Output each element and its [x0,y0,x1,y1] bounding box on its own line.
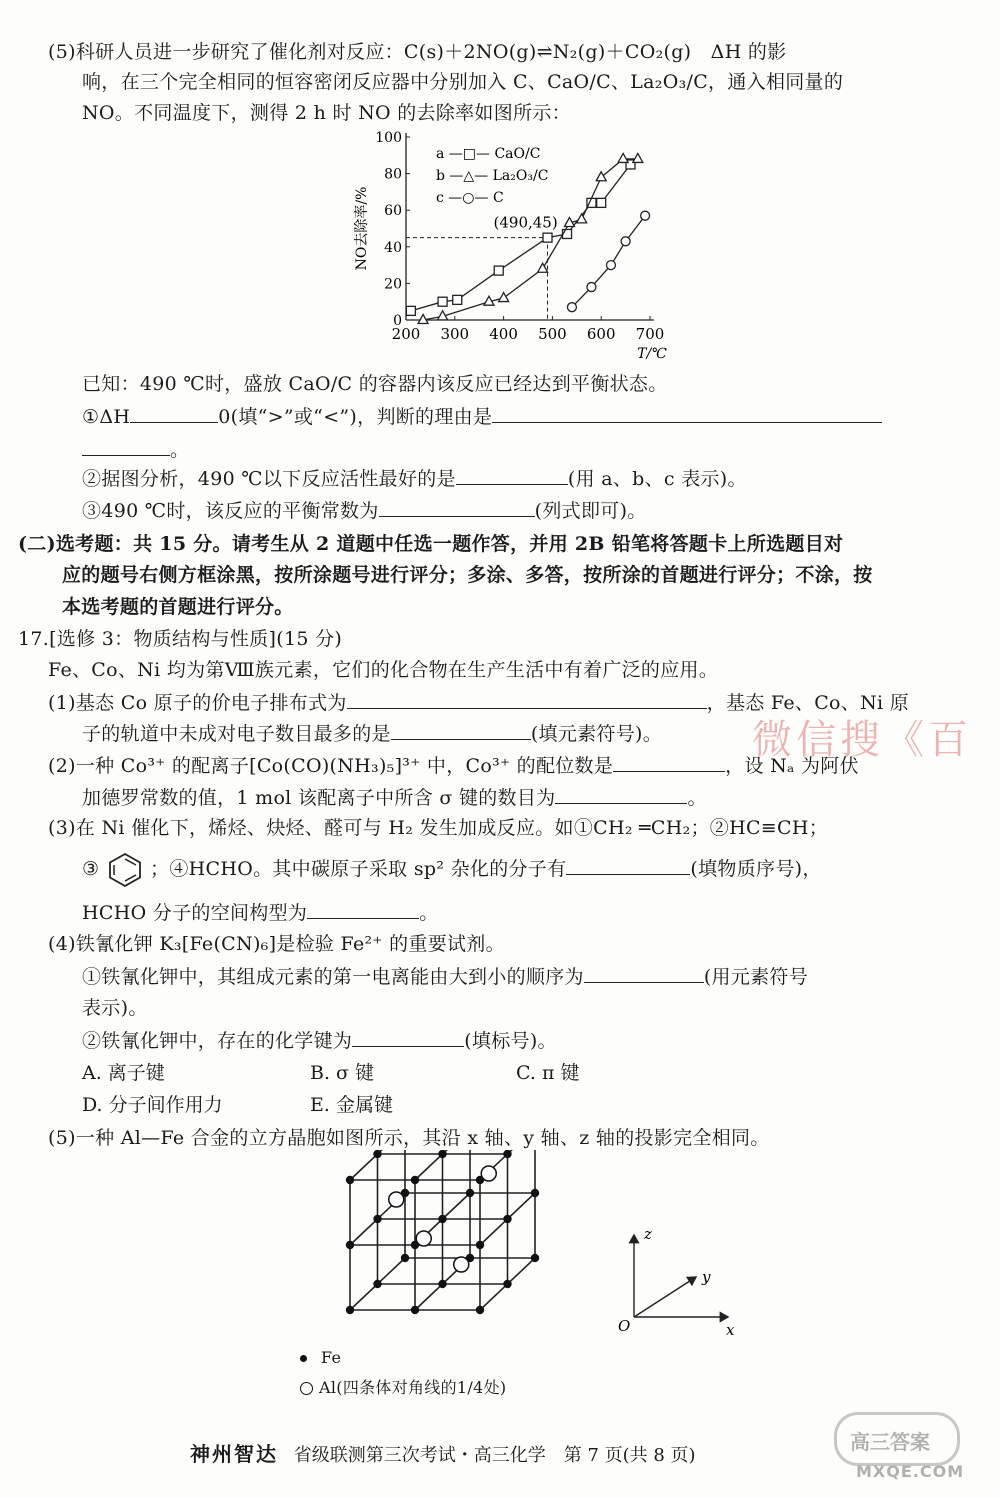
option-d: D. 分子间作用力 [82,1094,223,1116]
fe-atom [438,1280,446,1288]
fe-atom [373,1215,381,1223]
q17-p4-text2: (用元素符号 [703,966,809,988]
q17-p3-line3 [82,900,439,925]
q17-p4-text: ①铁氰化钾中，其组成元素的第一电离能由大到小的顺序为 [82,966,584,988]
legend-entry-b: b —△— La₂O₃/C [436,168,549,184]
fe-atom [411,1306,419,1314]
stamp-text: 高三答案 [850,1430,930,1454]
answer-blank-coord[interactable] [613,753,725,772]
y-tick-label: 40 [384,239,402,256]
q5-sub1 [82,404,882,429]
footer-text: 省级联测第三次考试・高三化学 第 7 页(共 8 页) [293,1445,696,1466]
fe-atom [411,1176,419,1184]
fe-atom [438,1150,446,1158]
q17-p2-text2: ，设 Nₐ 为阿伏 [725,755,859,777]
y-axis-label: NO去除率/% [354,186,370,271]
point-b [538,263,548,272]
fe-dot-icon [300,1355,307,1362]
point-c [606,261,615,270]
q5-line1: (5)科研人员进一步研究了催化剂对反应：C(s)＋2NO(g)⇌N₂(g)＋CO₂(g) ΔH 的影 [48,41,787,63]
x-tick-label: 500 [538,325,567,343]
q5-sub3-text: ③490 ℃时，该反应的平衡常数为 [82,500,379,522]
stamp-site: MXQE.COM [856,1462,965,1481]
q17-p4-text3: ②铁氰化钾中，存在的化学键为 [82,1030,353,1052]
fe-atom [346,1176,354,1184]
fe-atom [346,1241,354,1249]
y-tick-label: 60 [384,203,402,220]
footer-brand: 神州智达 [190,1442,278,1466]
q17-p5: (5)一种 Al—Fe 合金的立方晶胞如图所示，其沿 x 轴、y 轴、z 轴的投影完全相同。 [48,1127,770,1149]
al-atom [416,1231,431,1246]
answer-blank-sp2[interactable] [566,856,690,875]
answer-blank-co-config[interactable] [347,690,707,709]
x-tick-label: 400 [489,325,518,343]
answer-blank-k[interactable] [379,498,535,517]
point-b [633,153,643,162]
xyz-axes-diagram [610,1225,750,1340]
q5-sub3-note: (列式即可)。 [534,500,647,522]
section2-line3: 本选考题的首题进行评分。 [62,596,294,618]
x-tick-label: 200 [391,325,421,343]
q17-p3-text: ；④HCHO。其中碳原子采取 sp² 杂化的分子有 [150,858,567,880]
q17-intro: Fe、Co、Ni 均为第Ⅷ族元素，它们的化合物在生产生活中有着广泛的应用。 [48,659,719,681]
option-a: A. 离子键 [82,1062,165,1084]
fe-atom [503,1215,511,1223]
q5-sub2-text: ②据图分析，490 ℃以下反应活性最好的是 [82,468,456,490]
fe-atom [373,1280,381,1288]
point-a [597,198,606,207]
legend-al [300,1376,506,1400]
q17-p4-line2 [82,964,808,989]
fe-atom [438,1215,446,1223]
footer [190,1438,696,1467]
y-tick-label: 100 [375,130,402,146]
q17-title: 17.[选修 3：物质结构与性质](15 分) [18,628,343,650]
q5-sub1-prefix: ①ΔH [82,406,131,428]
q17-p1-line2 [82,721,662,746]
q17-p3-num3: ③ [82,858,100,880]
q5-sub1-text: 0(填“>”或“<”)，判断的理由是 [218,406,493,428]
fe-atom [373,1150,381,1158]
annotation-label: (490,45) [493,213,558,232]
answer-stamp-logo [820,1412,970,1482]
answer-blank-shape[interactable] [307,900,419,919]
q17-p4-line4 [82,1028,557,1053]
q17-p3-line1: (3)在 Ni 催化下，烯烃、炔烃、醛可与 H₂ 发生加成反应。如①CH₂ ═CH₂；②HC≡CH； [48,817,829,839]
q17-p3-text4: 。 [419,902,439,924]
q17-p1-text3: 子的轨道中未成对电子数目最多的是 [82,723,391,745]
q17-p4-text4: (填标号)。 [464,1030,557,1052]
fe-atom [531,1189,539,1197]
q5-sub1-end: 。 [170,439,190,461]
section2-line1: (二)选考题：共 15 分。请考生从 2 道题中任选一题作答，并用 2B 铅笔将答题卡上所选题目对 [18,533,844,555]
answer-blank-activity[interactable] [456,466,568,485]
answer-blank-dh[interactable] [130,404,218,423]
q5-sub1-cont [82,437,189,462]
legend-entry-a: a —□— CaO/C [436,146,541,162]
crystal-cell-diagram [330,1150,540,1335]
legend-fe-label: Fe [321,1348,342,1367]
fe-atom [476,1241,484,1249]
q5-line2: 响，在三个完全相同的恒容密闭反应器中分别加入 C、CaO/C、La₂O₃/C，通入相同量的 [82,71,844,93]
legend-entry-c: c —○— C [436,190,504,206]
point-a [453,295,462,304]
q5-line3: NO。不同温度下，测得 2 h 时 NO 的去除率如图所示： [82,102,571,124]
al-atom [454,1257,469,1272]
fe-atom [466,1189,474,1197]
al-atom [389,1192,404,1207]
axis-origin-label: O [618,1317,631,1335]
benzene-structure [106,852,144,888]
legend-al-label: Al(四条体对角线的1/4处) [319,1378,507,1397]
point-b [577,214,587,223]
point-b [618,153,628,162]
no-removal-chart [340,125,680,370]
answer-blank-reason[interactable] [492,404,882,423]
axis-x-label: x [726,1321,735,1339]
q17-p2-line2 [82,785,707,810]
point-a [438,297,447,306]
point-a [563,229,572,238]
point-a [494,266,503,275]
q17-p3-line2 [82,852,822,888]
fe-atom [346,1306,354,1314]
al-circle-icon [300,1382,313,1395]
q17-p2-text3: 加德罗常数的值，1 mol 该配离子中所含 σ 键的数目为 [82,787,556,809]
answer-blank-bonds[interactable] [352,1028,464,1047]
point-c [587,283,596,292]
fe-atom [476,1306,484,1314]
q17-p4-line3: 表示)。 [82,997,148,1019]
fe-atom [531,1254,539,1262]
q17-p2-text: (2)一种 Co³⁺ 的配离子[Co(CO)(NH₃)₅]³⁺ 中，Co³⁺ 的配位数是 [48,755,614,777]
answer-blank-reason-cont[interactable] [82,437,170,456]
q17-p3-text2: (填物质序号)， [690,858,822,880]
option-c: C. π 键 [516,1062,580,1084]
x-tick-label: 600 [586,325,616,343]
point-c [621,237,630,246]
option-b: B. σ 键 [310,1062,375,1084]
al-atom [481,1166,496,1181]
section2-line2: 应的题号右侧方框涂黑，按所涂题号进行评分；多涂、多答，按所涂的首题进行评分；不涂，按 [62,564,873,586]
point-c [641,211,650,220]
q5-sub2 [82,466,747,491]
option-e: E. 金属键 [310,1094,393,1116]
point-a [543,233,552,242]
q17-p3-text3: HCHO 分子的空间构型为 [82,902,308,924]
q17-p1-text4: (填元素符号)。 [530,723,663,745]
y-tick-label: 0 [393,313,402,329]
x-tick-label: 300 [440,325,470,343]
q17-p1-text: (1)基态 Co 原子的价电子排布式为 [48,692,347,714]
axis-z-label: z [644,1225,652,1243]
watermark-text: 微信搜《百 [752,717,972,763]
fe-atom [503,1150,511,1158]
answer-blank-sigma[interactable] [555,785,687,804]
q5-sub3 [82,498,647,523]
point-b [499,293,509,302]
x-axis-label: T/℃ [637,346,667,362]
fe-atom [503,1280,511,1288]
q17-p4-line1: (4)铁氰化钾 K₃[Fe(CN)₆]是检验 Fe²⁺ 的重要试剂。 [48,933,505,955]
q5-sub2-note: (用 a、b、c 表示)。 [567,468,747,490]
x-tick-label: 700 [635,325,665,343]
y-tick-label: 20 [384,276,402,293]
q5-known: 已知：490 ℃时，盛放 CaO/C 的容器内该反应已经达到平衡状态。 [82,373,668,395]
y-tick-label: 80 [384,166,402,183]
answer-blank-unpaired[interactable] [391,721,531,740]
point-a [406,306,415,315]
q17-p2-line1 [48,753,859,778]
fe-atom [401,1254,409,1262]
legend-fe [300,1346,341,1370]
point-b [596,172,606,181]
axis-y-label: y [702,1268,711,1286]
q17-p1-text2: ，基态 Fe、Co、Ni 原 [706,692,910,714]
point-c [567,303,576,312]
answer-blank-ionization[interactable] [584,964,704,983]
q17-p2-text4: 。 [687,787,707,809]
